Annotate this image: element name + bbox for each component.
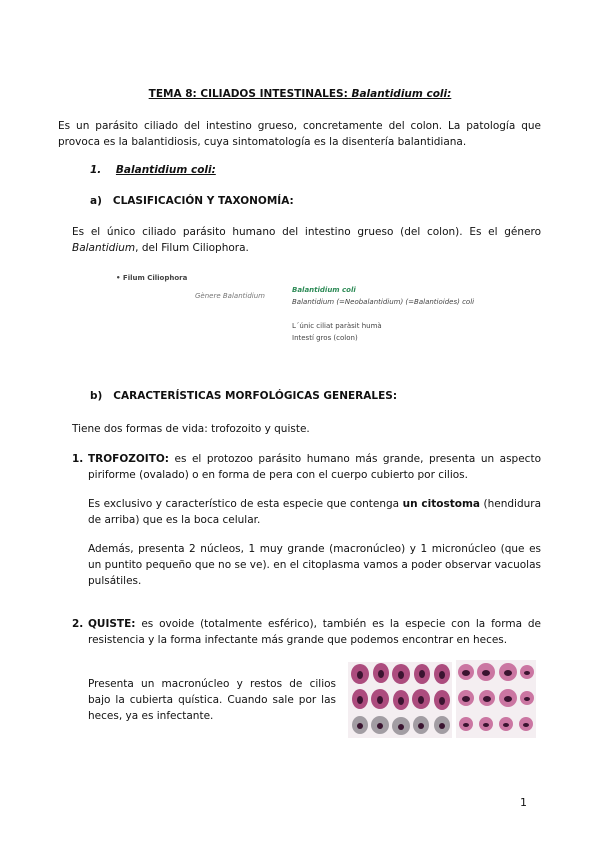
subsection-b-heading: b) CARACTERÍSTICAS MORFOLÓGICAS GENERALES: <box>90 390 398 402</box>
quiste-paragraph: QUISTE: es ovoide (totalmente esférico), también es la especie con la forma de resistencia y la forma infectante más grande que podemos encontrar en heces. <box>88 618 541 646</box>
item-2-number: 2. <box>72 618 84 630</box>
synonyms-label: Balantidium (=Neobalantidium) (=Balantioides) coli <box>292 298 475 306</box>
intro-paragraph: Es un parásito ciliado del intestino grueso, concretamente del colon. La patología que provoca es la balantidiosis, cuya sintomatología es la disentería balantidiana. <box>58 120 541 148</box>
trofozoito-paragraph: TROFOZOITO: es el protozoo parásito humano más grande, presenta un aspecto piriforme (ovalado) o en forma de pera con el cuerpo cubierto por cilios. <box>88 453 541 481</box>
taxonomy-figure <box>110 268 530 350</box>
cyst-micrographs <box>456 660 536 738</box>
subsection-a-heading: a) CLASIFICACIÓN Y TAXONOMÍA: <box>90 195 294 207</box>
trophozoite-micrograph-image <box>348 662 452 738</box>
genus-label: Gènere Balantidium <box>195 292 265 300</box>
page-title: TEMA 8: CILIADOS INTESTINALES: Balantidium coli: <box>148 88 452 100</box>
cyst-micrograph-image <box>456 660 536 738</box>
quiste-detail-paragraph: Presenta un macronúcleo y restos de cilios bajo la cubierta quística. Cuando sale por las heces, ya es infectante. <box>88 678 336 722</box>
trophozoite-micrographs <box>348 662 452 738</box>
filum-label: • Filum Ciliophora <box>116 274 188 282</box>
forms-paragraph: Tiene dos formas de vida: trofozoito y quiste. <box>72 423 310 435</box>
note-1: L´únic ciliat paràsit humà <box>292 322 382 330</box>
nucleos-paragraph: Además, presenta 2 núcleos, 1 muy grande (macronúcleo) y 1 micronúcleo (que es un puntito pequeño que no se ve). en el citoplasma vamos a poder observar vacuolas pulsátiles. <box>88 543 541 587</box>
species-label: Balantidium coli <box>292 286 356 294</box>
taxonomy-paragraph: Es el único ciliado parásito humano del intestino grueso (del colon). Es el género Balantidium, del Filum Ciliophora. <box>72 226 541 254</box>
citostoma-paragraph: Es exclusivo y característico de esta especie que contenga un citostoma (hendidura de arriba) que es la boca celular. <box>88 498 542 526</box>
section-1-heading: 1. Balantidium coli: <box>90 164 216 176</box>
page-number: 1 <box>520 796 527 809</box>
item-1-number: 1. <box>72 453 84 465</box>
note-2: Intestí gros (colon) <box>292 334 358 342</box>
